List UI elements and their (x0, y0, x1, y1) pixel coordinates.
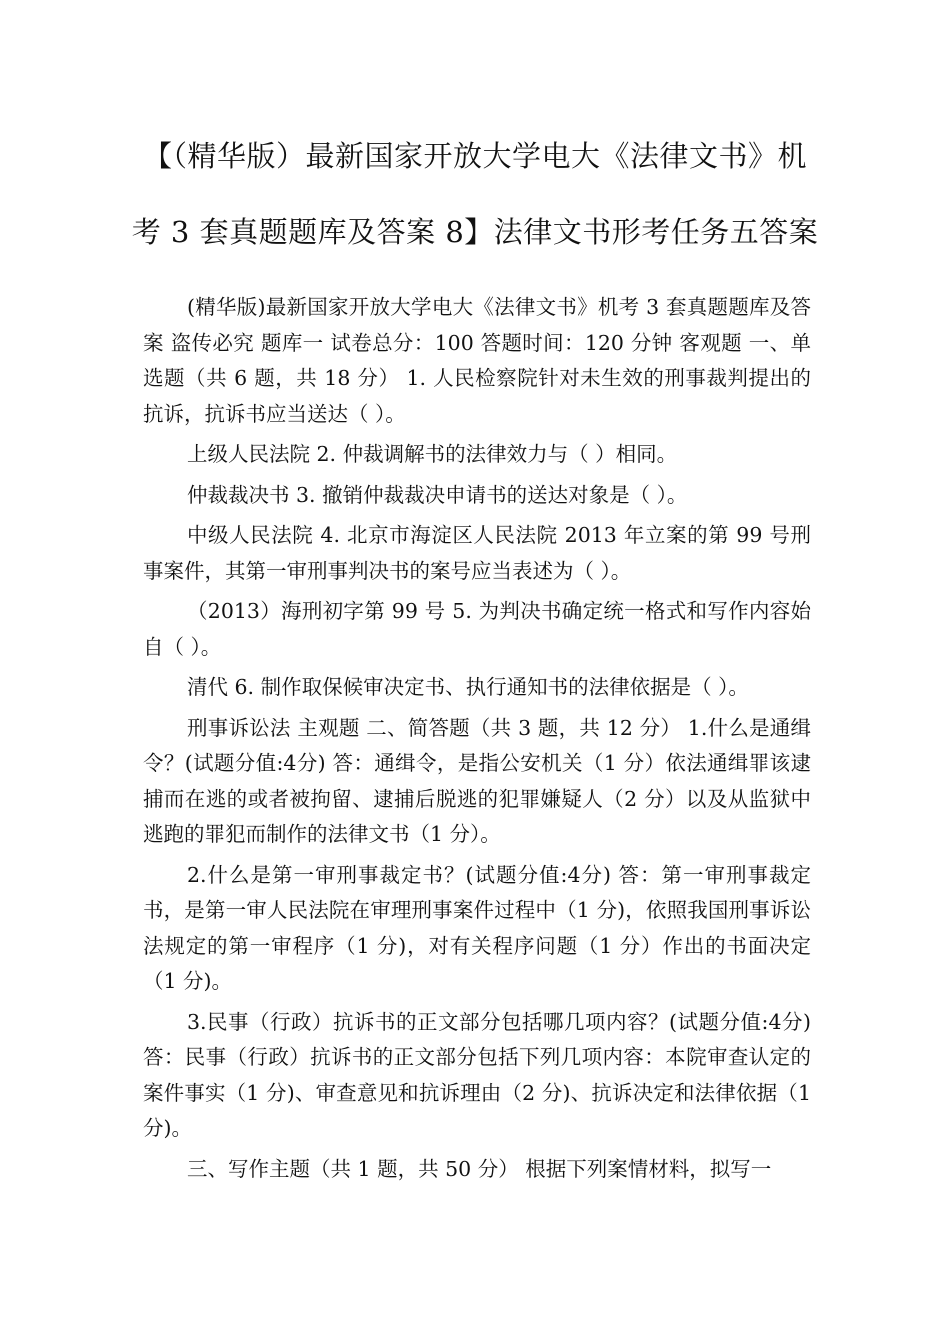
paragraph-question-3: 仲裁裁决书 3. 撤销仲裁裁决申请书的送达对象是（ ）。 (187, 482, 688, 507)
paragraph-short-answer-2: 2.什么是第一审刑事裁定书？(试题分值:4分) 答：第一审刑事裁定书，是第一审人民法院在审理刑事案件过程中（1 分)，依照我国刑事诉讼法规定的第一审程序（1 分)，对有关程序问题（1 分）作出的书面决定（1 分)。 (143, 862, 811, 993)
paragraph-short-answer-3: 3.民事（行政）抗诉书的正文部分包括哪几项内容？(试题分值:4分) 答：民事（行政）抗诉书的正文部分包括下列几项内容：本院审查认定的案件事实（1 分)、审查意见和抗诉理由（2 分)、抗诉决定和法律依据（1 分)。 (143, 1009, 811, 1140)
paragraph-short-answer-1: 刑事诉讼法 主观题 二、简答题（共 3 题，共 12 分） 1.什么是通缉令？(试题分值:4分) 答：通缉令，是指公安机关（1 分）依法通缉罪该逮捕而在逃的或者被拘留、逮捕后脱逃的犯罪嫌疑人（2 分）以及从监狱中逃跑的罪犯而制作的法律文书（1 分）。 (143, 715, 811, 846)
document-title (130, 118, 820, 270)
paragraph-question-5: （2013）海刑初字第 99 号 5. 为判决书确定统一格式和写作内容始自（ ）。 (143, 599, 811, 659)
paragraph-intro-question-1: (精华版)最新国家开放大学电大《法律文书》机考 3 套真题题库及答案 盗传必究 题库一 试卷总分：100 答题时间：120 分钟 客观题 一、单选题（共 6 题，共 18 分） 1. 人民检察院针对未生效的刑事裁判提出的抗诉，抗诉书应当送达（ ）。 (143, 295, 811, 426)
document-body (143, 290, 811, 1192)
paragraph-question-4: 中级人民法院 4. 北京市海淀区人民法院 2013 年立案的第 99 号刑事案件，其第一审刑事判决书的案号应当表述为（ ）。 (143, 523, 811, 583)
paragraph-writing-section: 三、写作主题（共 1 题，共 50 分） 根据下列案情材料，拟写一 (187, 1156, 772, 1181)
title-line-1: 【（精华版）最新国家开放大学电大《法律文书》机 (142, 139, 807, 173)
paragraph-question-2: 上级人民法院 2. 仲裁调解书的法律效力与（ ）相同。 (187, 442, 678, 466)
paragraph-question-6: 清代 6. 制作取保候审决定书、执行通知书的法律依据是（ ）。 (187, 675, 749, 699)
title-line-2: 考 3 套真题题库及答案 8】法律文书形考任务五答案 (131, 215, 819, 249)
